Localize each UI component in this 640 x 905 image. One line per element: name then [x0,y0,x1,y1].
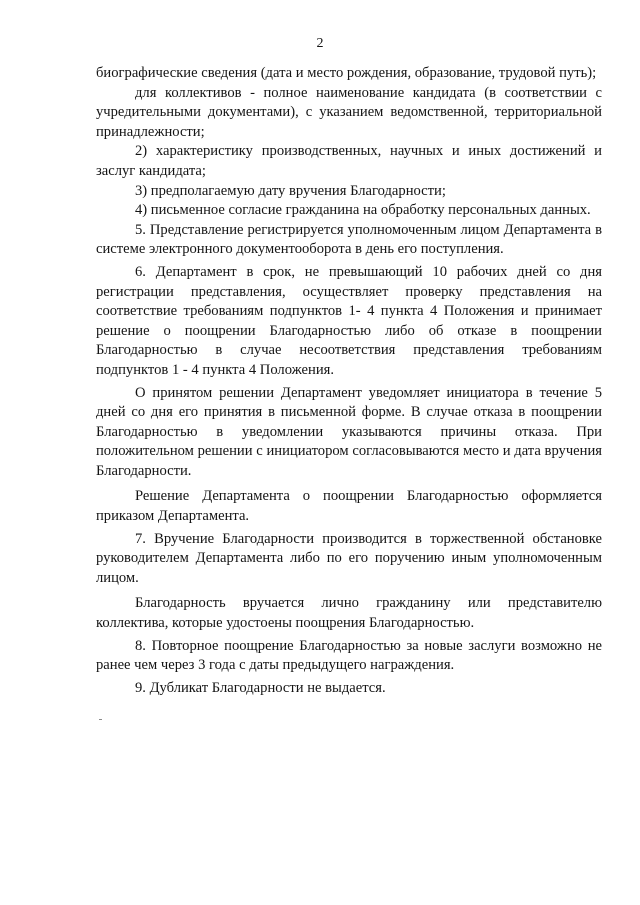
page-number: 2 [316,36,324,51]
paragraph-clause-5: 5. Представление регистрируется уполномоченным лицом Департамента в системе электронного документооборота в день его поступления. [96,221,602,258]
paragraph-personal-delivery: Благодарность вручается лично гражданину или представителю коллектива, которые удостоены поощрения Благодарностью. [96,595,602,632]
margin-mark [99,719,102,720]
paragraph-item-2: 2) характеристику производственных, научных и иных достижений и заслуг кандидата; [96,143,602,179]
paragraph-item-4: 4) письменное согласие гражданина на обработку персональных данных. [135,202,591,219]
paragraph-biographical-info: биографические сведения (дата и место рождения, образование, трудовой путь); [96,65,597,81]
paragraph-clause-6: 6. Департамент в срок, не превышающий 10 рабочих дней со дня регистрации представления, осуществляет проверку представления на соответствие требованиям подпунктов 1- 4 пункта 4 Положения и принимает решение о поощрении Благодарностью либо об отказе в поощрении Благодарностью в случае несоответствия представления требованиям подпунктов 1 - 4 пункта 4 Положения. [96,263,602,378]
paragraph-clause-9: 9. Дубликат Благодарности не выдается. [135,679,386,696]
paragraph-item-3: 3) предполагаемую дату вручения Благодарности; [135,182,446,199]
paragraph-clause-7: 7. Вручение Благодарности производится в торжественной обстановке руководителем Департамента либо по его поручению иным уполномоченным лицом. [96,530,602,586]
paragraph-collectives: для коллективов - полное наименование кандидата (в соответствии с учредительными документами), с указанием ведомственной, территориальной принадлежности; [96,84,602,140]
paragraph-decision-notice: О принятом решении Департамент уведомляет инициатора в течение 5 дней со дня его принятия в письменной форме. В случае отказа в поощрении Благодарностью в уведомлении указываются причины отказа. При положительном решении с инициатором согласовываются место и дата вручения Благодарности. [96,384,602,479]
document-body [96,64,602,698]
paragraph-decision-order: Решение Департамента о поощрении Благодарностью оформляется приказом Департамента. [96,488,602,525]
paragraph-clause-8: 8. Повторное поощрение Благодарностью за новые заслуги возможно не ранее чем через 3 года с даты предыдущего награждения. [96,637,602,674]
